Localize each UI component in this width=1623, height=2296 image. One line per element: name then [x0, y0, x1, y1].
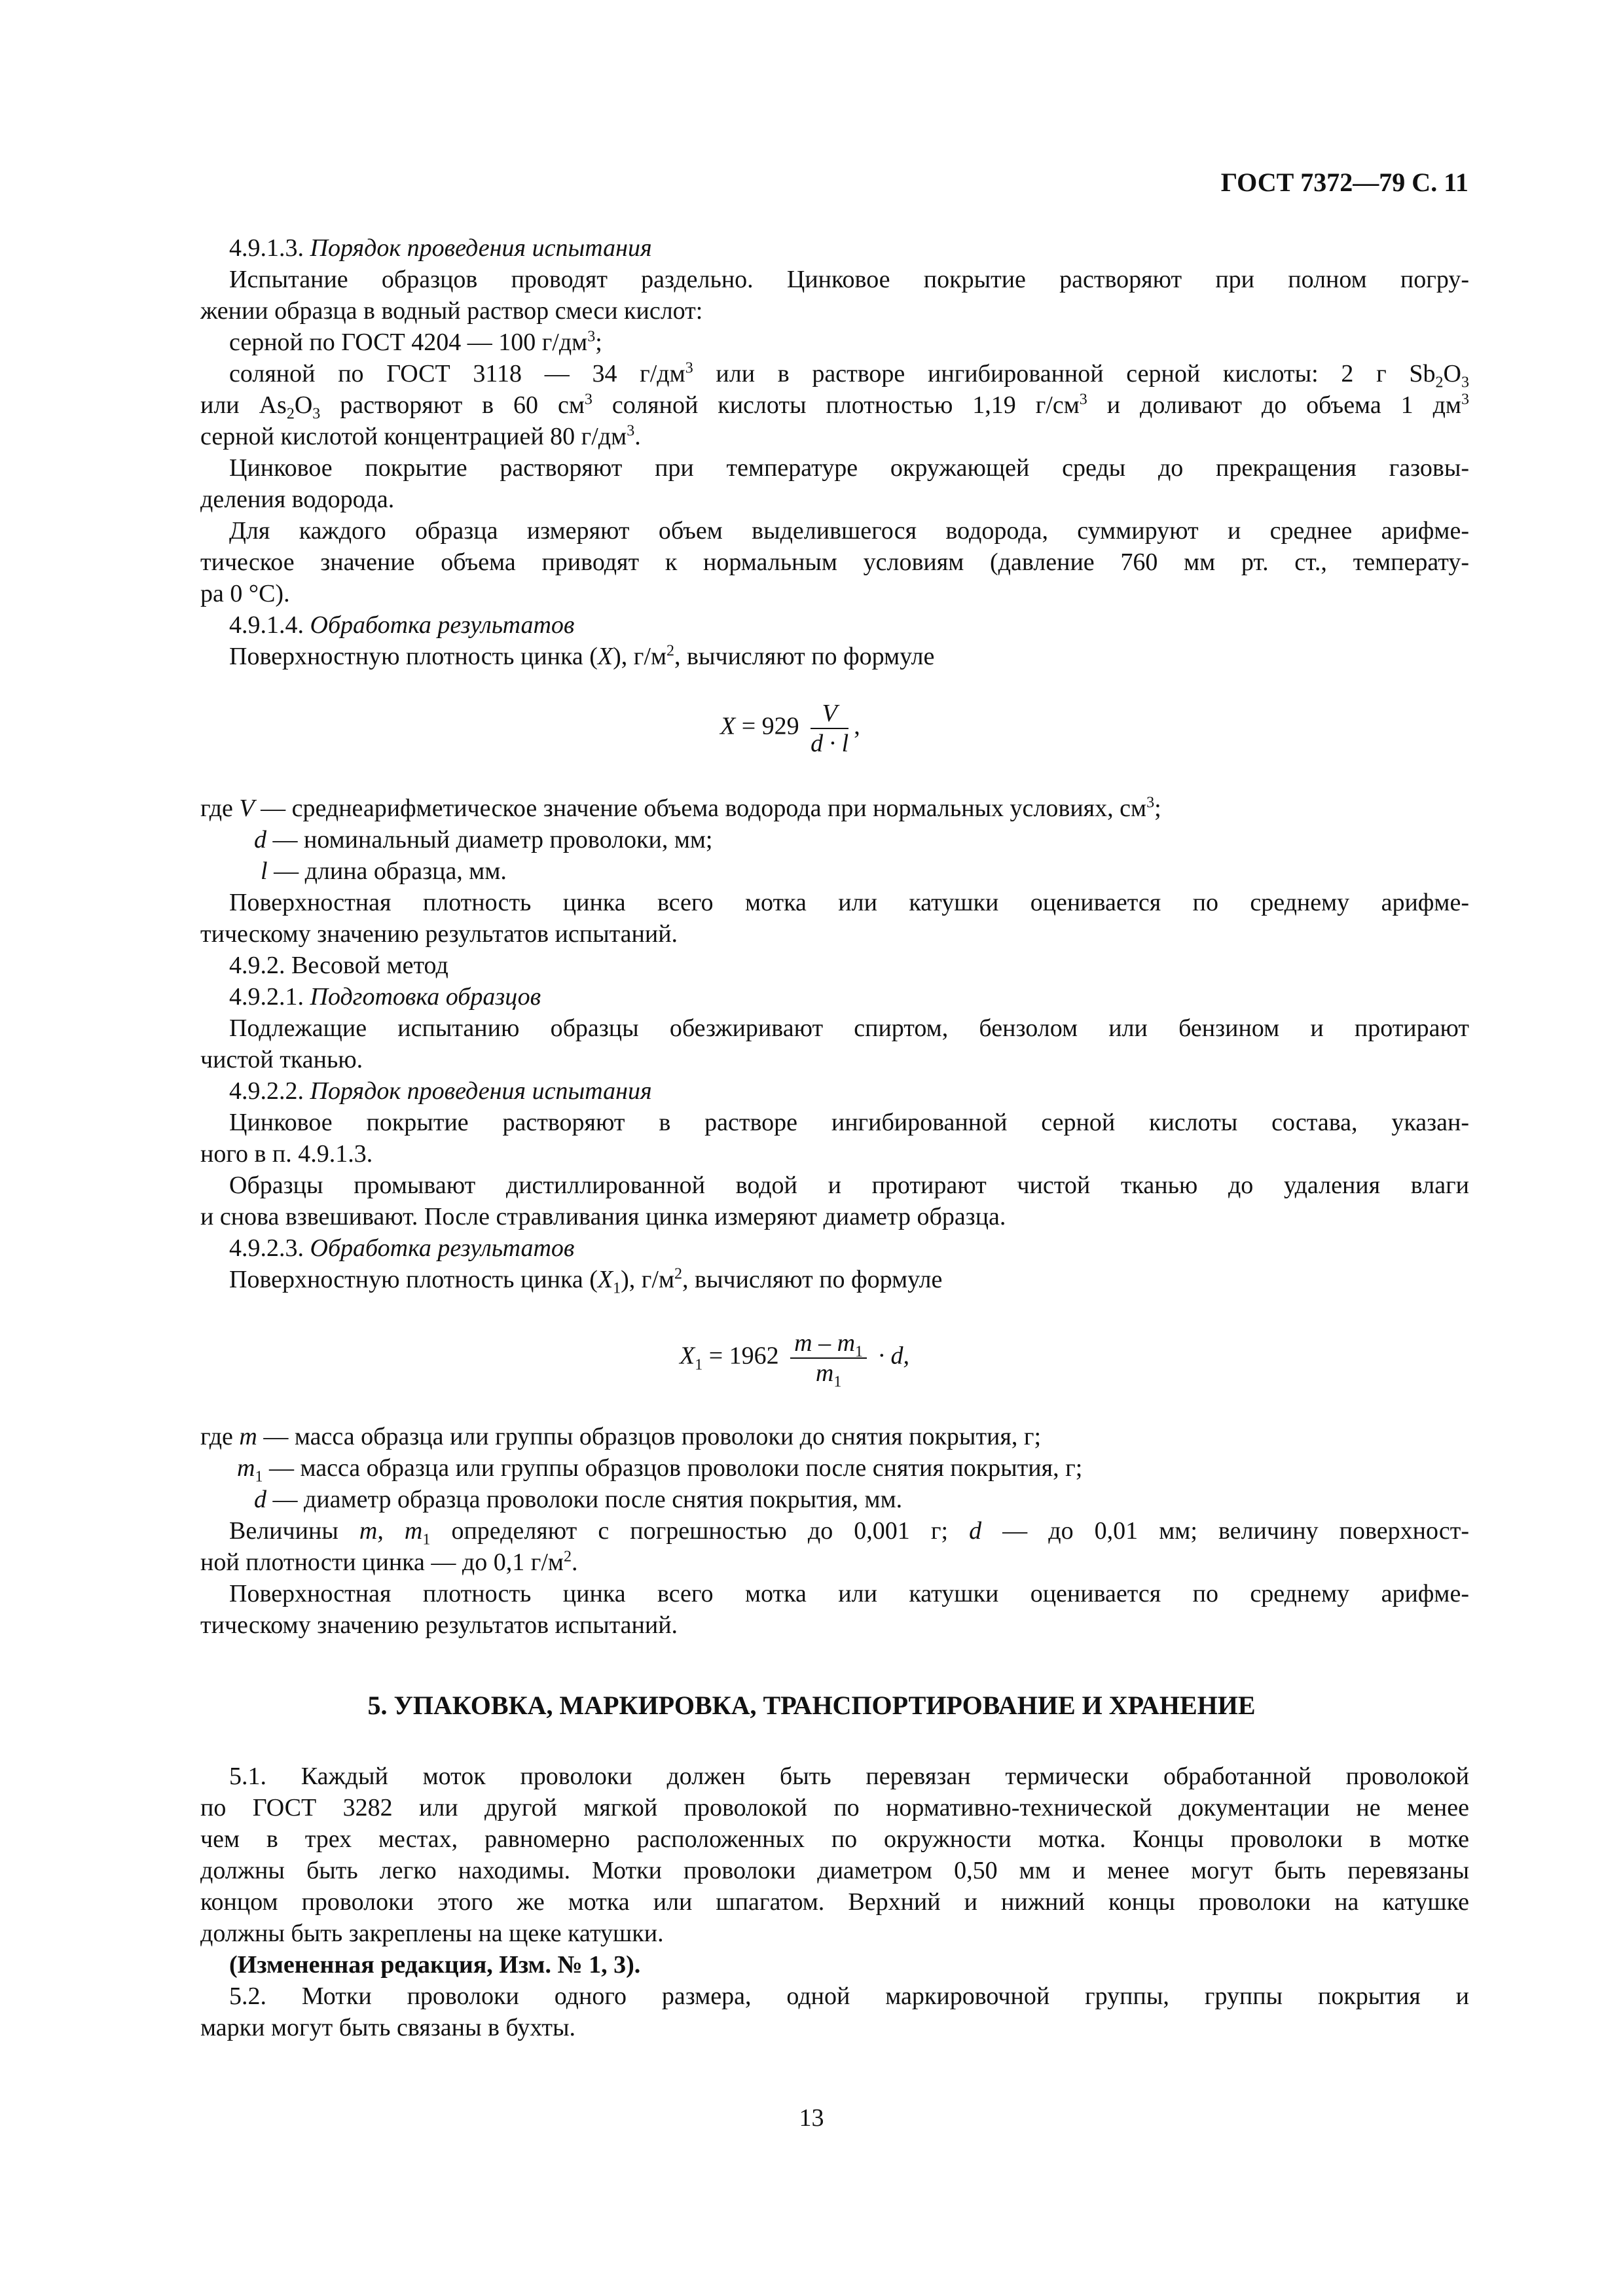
formula-fraction — [811, 699, 848, 758]
formula-text: = 1962 — [702, 1342, 786, 1370]
subscript: 1 — [695, 1356, 703, 1374]
superscript: 2 — [563, 1548, 572, 1566]
text-run: Поверхностную плотность цинка ( — [229, 643, 598, 670]
paragraph-line: жении образца в водный раствор смеси кислот: — [200, 297, 703, 325]
text-run: ; — [1154, 795, 1161, 822]
page-number: 13 — [799, 2104, 824, 2132]
formula-2 — [680, 1329, 910, 1391]
superscript: 3 — [1079, 391, 1087, 408]
paragraph-line — [200, 1547, 577, 1578]
text-run: ), г/м — [613, 643, 666, 670]
text-run: серной по ГОСТ 4204 — 100 г/дм — [229, 329, 588, 356]
text-run: , вычисляют по формуле — [682, 1266, 943, 1293]
denominator-text: m — [815, 1359, 834, 1387]
text-run: Величины — [229, 1517, 359, 1545]
paragraph-line: Цинковое покрытие растворяют в растворе ингибированной серной кислоты состава, указан- — [229, 1109, 1469, 1136]
section-heading-492: 4.9.2. Весовой метод — [229, 952, 448, 979]
subscript: 1 — [422, 1531, 431, 1549]
text-run: ной плотности цинка — до 0,1 г/м — [200, 1549, 564, 1576]
formula-text: = 929 — [735, 712, 806, 740]
formula-variable: X — [680, 1342, 695, 1370]
section-heading-4923 — [229, 1232, 574, 1264]
variable: d — [969, 1517, 982, 1545]
subscript: 1 — [613, 1280, 621, 1297]
where-line — [254, 824, 712, 855]
text-run: — диаметр образца проволоки после снятия покрытия, мм. — [266, 1486, 903, 1513]
section-number: 4.9.2.2. — [229, 1077, 304, 1105]
paragraph-line: Поверхностная плотность цинка всего мотка или катушки оценивается по среднему арифме- — [229, 1580, 1469, 1607]
section-number: 4.9.2.3. — [229, 1234, 304, 1262]
subscript: 1 — [833, 1373, 842, 1391]
text-run: — до 0,01 мм; величину поверхност- — [981, 1517, 1470, 1545]
text-run: серной кислотой концентрацией 80 г/дм — [200, 423, 627, 450]
where-line — [237, 1452, 1082, 1484]
paragraph-line: Цинковое покрытие растворяют при температуре окружающей среды до прекращения газовы- — [229, 454, 1469, 482]
text-run: растворяют в 60 см — [320, 391, 585, 419]
text-run: — масса образца или группы образцов проволоки после снятия покрытия, г; — [263, 1454, 1083, 1482]
page-header: ГОСТ 7372—79 С. 11 — [1220, 168, 1468, 197]
subscript: 1 — [255, 1468, 263, 1486]
text-run: Поверхностную плотность цинка ( — [229, 1266, 598, 1293]
paragraph-line: Поверхностная плотность цинка всего мотка или катушки оценивается по среднему арифме- — [229, 889, 1469, 916]
paragraph-line: ного в п. 4.9.1.3. — [200, 1140, 373, 1168]
superscript: 3 — [627, 422, 635, 440]
text-run: где — [200, 1423, 240, 1450]
superscript: 3 — [1146, 794, 1155, 812]
section-heading-4914 — [229, 609, 574, 641]
paragraph-line: чем в трех местах, равномерно расположенных по окружности мотка. Концы проволоки в мотке — [200, 1825, 1469, 1853]
section-number: 4.9.1.3. — [229, 234, 304, 262]
text-run: . — [571, 1549, 578, 1576]
variable: d — [254, 1486, 266, 1513]
paragraph-line — [200, 389, 1469, 421]
variable: m, m — [359, 1517, 423, 1545]
paragraph-line: тическому значению результатов испытаний. — [200, 1611, 678, 1639]
fraction-numerator — [790, 1329, 867, 1359]
numerator-text: m – m — [794, 1329, 856, 1357]
paragraph-line: тическому значению результатов испытаний. — [200, 920, 678, 948]
section-title: Порядок проведения испытания — [310, 1077, 652, 1105]
formula-1 — [720, 699, 860, 758]
fraction-numerator: V — [811, 699, 848, 729]
paragraph-line: должны быть легко находимы. Мотки проволоки диаметром 0,50 мм и менее могут быть перевязаны — [200, 1857, 1469, 1884]
text-run: — масса образца или группы образцов проволоки до снятия покрытия, г; — [257, 1423, 1042, 1450]
variable: X — [597, 1266, 613, 1293]
formula-variable: X — [720, 712, 736, 740]
paragraph-line — [200, 1515, 1469, 1547]
paragraph-line: марки могут быть связаны в бухты. — [200, 2014, 576, 2041]
variable: m — [237, 1454, 255, 1482]
section-heading-4922 — [229, 1075, 652, 1107]
variable: m — [239, 1423, 257, 1450]
variable: X — [597, 643, 613, 670]
section-title: Порядок проведения испытания — [310, 234, 652, 262]
superscript: 3 — [1461, 391, 1469, 408]
text-run: — среднеарифметическое значение объема водорода при нормальных условиях, см — [254, 795, 1147, 822]
subscript: 2 — [1435, 374, 1444, 391]
paragraph-line: и снова взвешивают. После стравливания цинка измеряют диаметр образца. — [200, 1203, 1006, 1230]
paragraph-line — [229, 1264, 942, 1295]
section-heading-4921 — [229, 981, 541, 1013]
where-line — [261, 855, 507, 887]
text-run: , вычисляют по формуле — [674, 643, 935, 670]
variable: l — [261, 857, 268, 885]
text-run: где — [200, 795, 240, 822]
paragraph-line — [200, 358, 1469, 389]
text-run: — длина образца, мм. — [267, 857, 507, 885]
text-run: O — [1443, 360, 1461, 387]
section-number: 4.9.1.4. — [229, 611, 304, 639]
paragraph-line — [229, 327, 602, 358]
paragraph-line — [229, 641, 934, 672]
subscript: 2 — [286, 405, 295, 423]
paragraph-line: 5.1. Каждый моток проволоки должен быть перевязан термически обработанной проволокой — [229, 1763, 1469, 1790]
formula-text: , — [854, 712, 860, 740]
paragraph-line: 5.2. Мотки проволоки одного размера, одной маркировочной группы, группы покрытия и — [229, 1982, 1469, 2010]
subscript: 3 — [312, 405, 321, 423]
formula-text: · d, — [872, 1342, 910, 1370]
section-number: 4.9.2.1. — [229, 983, 304, 1011]
paragraph-line: ра 0 °С). — [200, 580, 290, 607]
amendment-note: (Измененная редакция, Изм. № 1, 3). — [229, 1951, 641, 1979]
paragraph-line: Образцы промывают дистиллированной водой и протирают чистой тканью до удаления влаги — [229, 1172, 1469, 1199]
paragraph-line — [200, 421, 641, 452]
superscript: 2 — [666, 642, 674, 660]
text-run: соляной по ГОСТ 3118 — 34 г/дм — [229, 360, 685, 387]
paragraph-line: деления водорода. — [200, 486, 395, 513]
paragraph-line: чистой тканью. — [200, 1046, 363, 1073]
paragraph-line: концом проволоки этого же мотка или шпагатом. Верхний и нижний концы проволоки на катушке — [200, 1888, 1469, 1916]
section-5-title: 5. УПАКОВКА, МАРКИРОВКА, ТРАНСПОРТИРОВАНИЕ И ХРАНЕНИЕ — [367, 1691, 1256, 1720]
text-run: O — [294, 391, 313, 419]
text-run: или в растворе ингибированной серной кислоты: 2 г Sb — [693, 360, 1436, 387]
superscript: 3 — [584, 391, 593, 408]
superscript: 3 — [587, 328, 596, 346]
superscript: 3 — [685, 359, 693, 377]
fraction-denominator — [790, 1359, 867, 1391]
where-line — [200, 1421, 1041, 1452]
variable: V — [239, 795, 255, 822]
paragraph-line: по ГОСТ 3282 или другой мягкой проволокой по нормативно-технической документации не менее — [200, 1794, 1469, 1821]
variable: d — [254, 826, 266, 853]
section-title: Подготовка образцов — [310, 983, 541, 1011]
text-run: ; — [595, 329, 602, 356]
section-title: Обработка результатов — [310, 1234, 575, 1262]
paragraph-line: Для каждого образца измеряют объем выделившегося водорода, суммируют и среднее арифме- — [229, 517, 1469, 545]
paragraph-line: тическое значение объема приводят к нормальным условиям (давление 760 мм рт. ст., температу- — [200, 548, 1469, 576]
text-run: и доливают до объема 1 дм — [1087, 391, 1461, 419]
text-run: определяют с погрешностью до 0,001 г; — [430, 1517, 970, 1545]
text-run: соляной кислоты плотностью 1,19 г/см — [592, 391, 1080, 419]
text-run: ), г/м — [621, 1266, 674, 1293]
subscript: 3 — [1461, 374, 1469, 391]
superscript: 2 — [674, 1265, 682, 1283]
formula-fraction — [790, 1329, 867, 1391]
fraction-denominator: d · l — [811, 730, 849, 757]
subscript: 1 — [855, 1343, 864, 1361]
text-run: или As — [200, 391, 287, 419]
section-title: Обработка результатов — [310, 611, 575, 639]
text-run: . — [634, 423, 641, 450]
where-line — [254, 1484, 902, 1515]
section-heading-4913 — [229, 232, 652, 264]
paragraph-line: Испытание образцов проводят раздельно. Цинковое покрытие растворяют при полном погру- — [229, 266, 1469, 293]
paragraph-line: должны быть закреплены на щеке катушки. — [200, 1920, 664, 1947]
where-line — [200, 793, 1161, 824]
text-run: — номинальный диаметр проволоки, мм; — [266, 826, 713, 853]
paragraph-line: Подлежащие испытанию образцы обезжиривают спиртом, бензолом или бензином и протирают — [229, 1014, 1469, 1042]
